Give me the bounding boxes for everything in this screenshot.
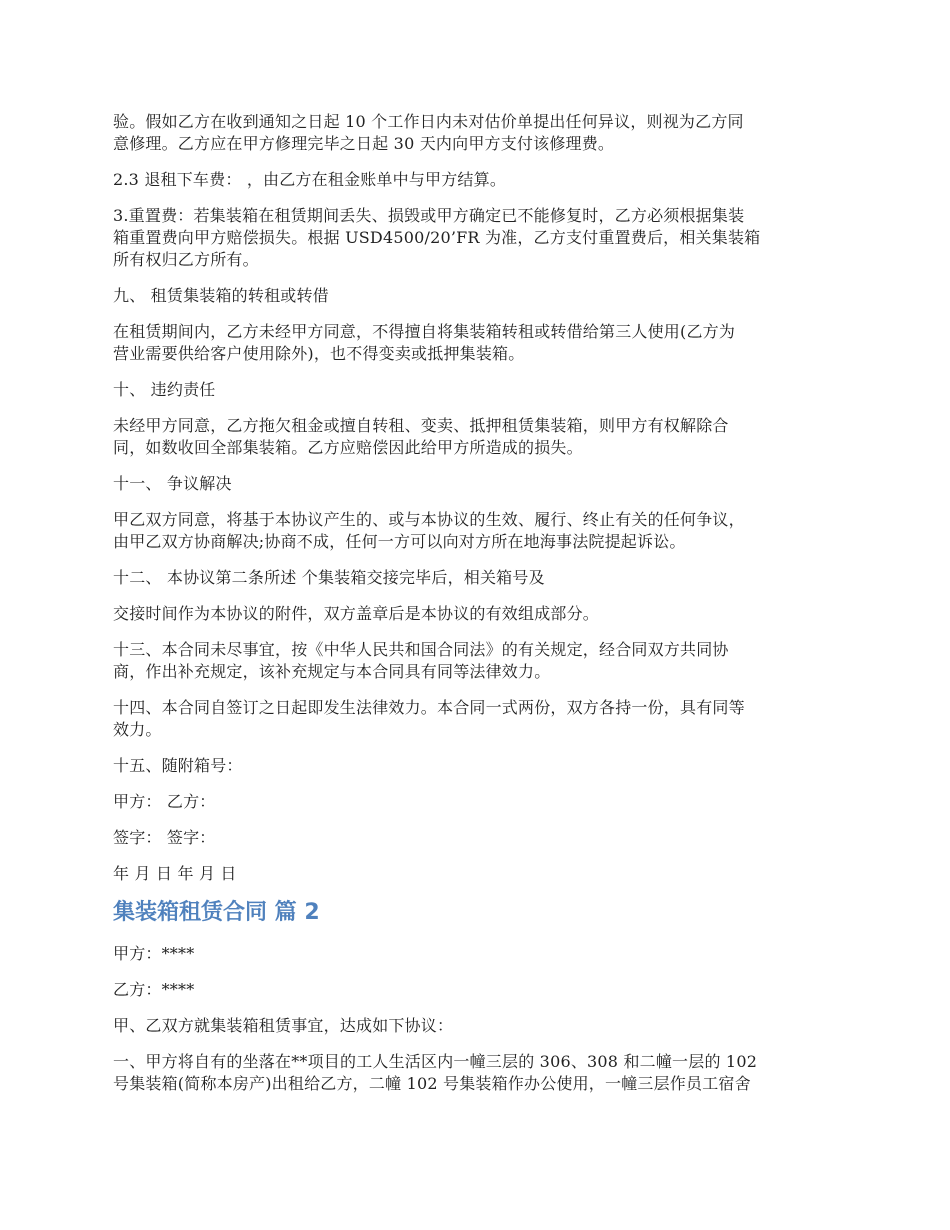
text-line: 意修理。乙方应在甲方修理完毕之日起 30 天内向甲方支付该修理费。	[113, 134, 615, 153]
section-heading: 集装箱租赁合同 篇 2	[113, 900, 320, 925]
text-line: 年 月 日 年 月 日	[113, 864, 237, 883]
document-body	[113, 111, 843, 1109]
p-11-body-paragraph	[113, 509, 843, 553]
text-line: 3.重置费：若集装箱在租赁期间丢失、损毁或甲方确定已不能修复时，乙方必须根据集装	[113, 206, 745, 225]
text-line: 所有权归乙方所有。	[113, 250, 259, 269]
text-line: 十五、随附箱号：	[113, 756, 243, 775]
text-line: 同，如数收回全部集装箱。乙方应赔偿因此给甲方所造成的损失。	[113, 438, 583, 457]
p-9-body-paragraph	[113, 321, 843, 365]
text-line: 由甲乙双方协商解决;协商不成，任何一方可以向对方所在地海事法院提起诉讼。	[113, 532, 686, 551]
p-14-paragraph	[113, 697, 843, 741]
text-line: 2.3 退租下车费： ，由乙方在租金账单中与甲方结算。	[113, 170, 507, 189]
text-line: 甲、乙双方就集装箱租赁事宜，达成如下协议：	[113, 1016, 454, 1035]
text-line: 验。假如乙方在收到通知之日起 10 个工作日内未对估价单提出任何异议，则视为乙方同	[113, 112, 744, 131]
p-date-paragraph	[113, 863, 843, 885]
p-repair-paragraph	[113, 111, 843, 155]
text-line: 效力。	[113, 720, 162, 739]
p-11-title-paragraph	[113, 473, 843, 495]
text-line: 十、 违约责任	[113, 380, 216, 399]
p-9-title-paragraph	[113, 285, 843, 307]
p-3-paragraph	[113, 205, 843, 271]
p2-party-a-paragraph	[113, 943, 843, 965]
text-line: 签字： 签字：	[113, 828, 216, 847]
p-13-paragraph	[113, 639, 843, 683]
text-line: 号集装箱(简称本房产)出租给乙方，二幢 102 号集装箱作办公使用，一幢三层作员工宿舍	[113, 1074, 751, 1093]
contract-section-1	[113, 111, 843, 885]
text-line: 十一、 争议解决	[113, 474, 232, 493]
text-line: 箱重置费向甲方赔偿损失。根据 USD4500/20’FR 为准，乙方支付重置费后，相关集装箱	[113, 228, 761, 247]
p-parties-paragraph	[113, 791, 843, 813]
p-10-body-paragraph	[113, 415, 843, 459]
p-2-3-paragraph	[113, 169, 843, 191]
text-line: 未经甲方同意，乙方拖欠租金或擅自转租、变卖、抵押租赁集装箱，则甲方有权解除合	[113, 416, 729, 435]
p-12-a-paragraph	[113, 567, 843, 589]
text-line: 商，作出补充规定，该补充规定与本合同具有同等法律效力。	[113, 662, 551, 681]
p-10-title-paragraph	[113, 379, 843, 401]
p-15-paragraph	[113, 755, 843, 777]
text-line: 在租赁期间内，乙方未经甲方同意，不得擅自将集装箱转租或转借给第三人使用(乙方为	[113, 322, 736, 341]
p-sign-paragraph	[113, 827, 843, 849]
contract-section-2	[113, 943, 843, 1095]
text-line: 交接时间作为本协议的附件，双方盖章后是本协议的有效组成部分。	[113, 604, 600, 623]
text-line: 十三、本合同未尽事宜，按《中华人民共和国合同法》的有关规定，经合同双方共同协	[113, 640, 729, 659]
text-line: 乙方：****	[113, 980, 195, 999]
p2-party-b-paragraph	[113, 979, 843, 1001]
text-line: 十二、 本协议第二条所述 个集装箱交接完毕后，相关箱号及	[113, 568, 545, 587]
text-line: 一、甲方将自有的坐落在**项目的工人生活区内一幢三层的 306、308 和二幢一层的 102	[113, 1052, 758, 1071]
p2-intro-paragraph	[113, 1015, 843, 1037]
text-line: 甲方：****	[113, 944, 195, 963]
text-line: 甲乙双方同意，将基于本协议产生的、或与本协议的生效、履行、终止有关的任何争议，	[113, 510, 745, 529]
text-line: 甲方： 乙方：	[113, 792, 216, 811]
p-12-b-paragraph	[113, 603, 843, 625]
text-line: 十四、本合同自签订之日起即发生法律效力。本合同一式两份，双方各持一份，具有同等	[113, 698, 745, 717]
p2-1-paragraph	[113, 1051, 843, 1095]
text-line: 营业需要供给客户使用除外)，也不得变卖或抵押集装箱。	[113, 344, 525, 363]
text-line: 九、 租赁集装箱的转租或转借	[113, 286, 329, 305]
